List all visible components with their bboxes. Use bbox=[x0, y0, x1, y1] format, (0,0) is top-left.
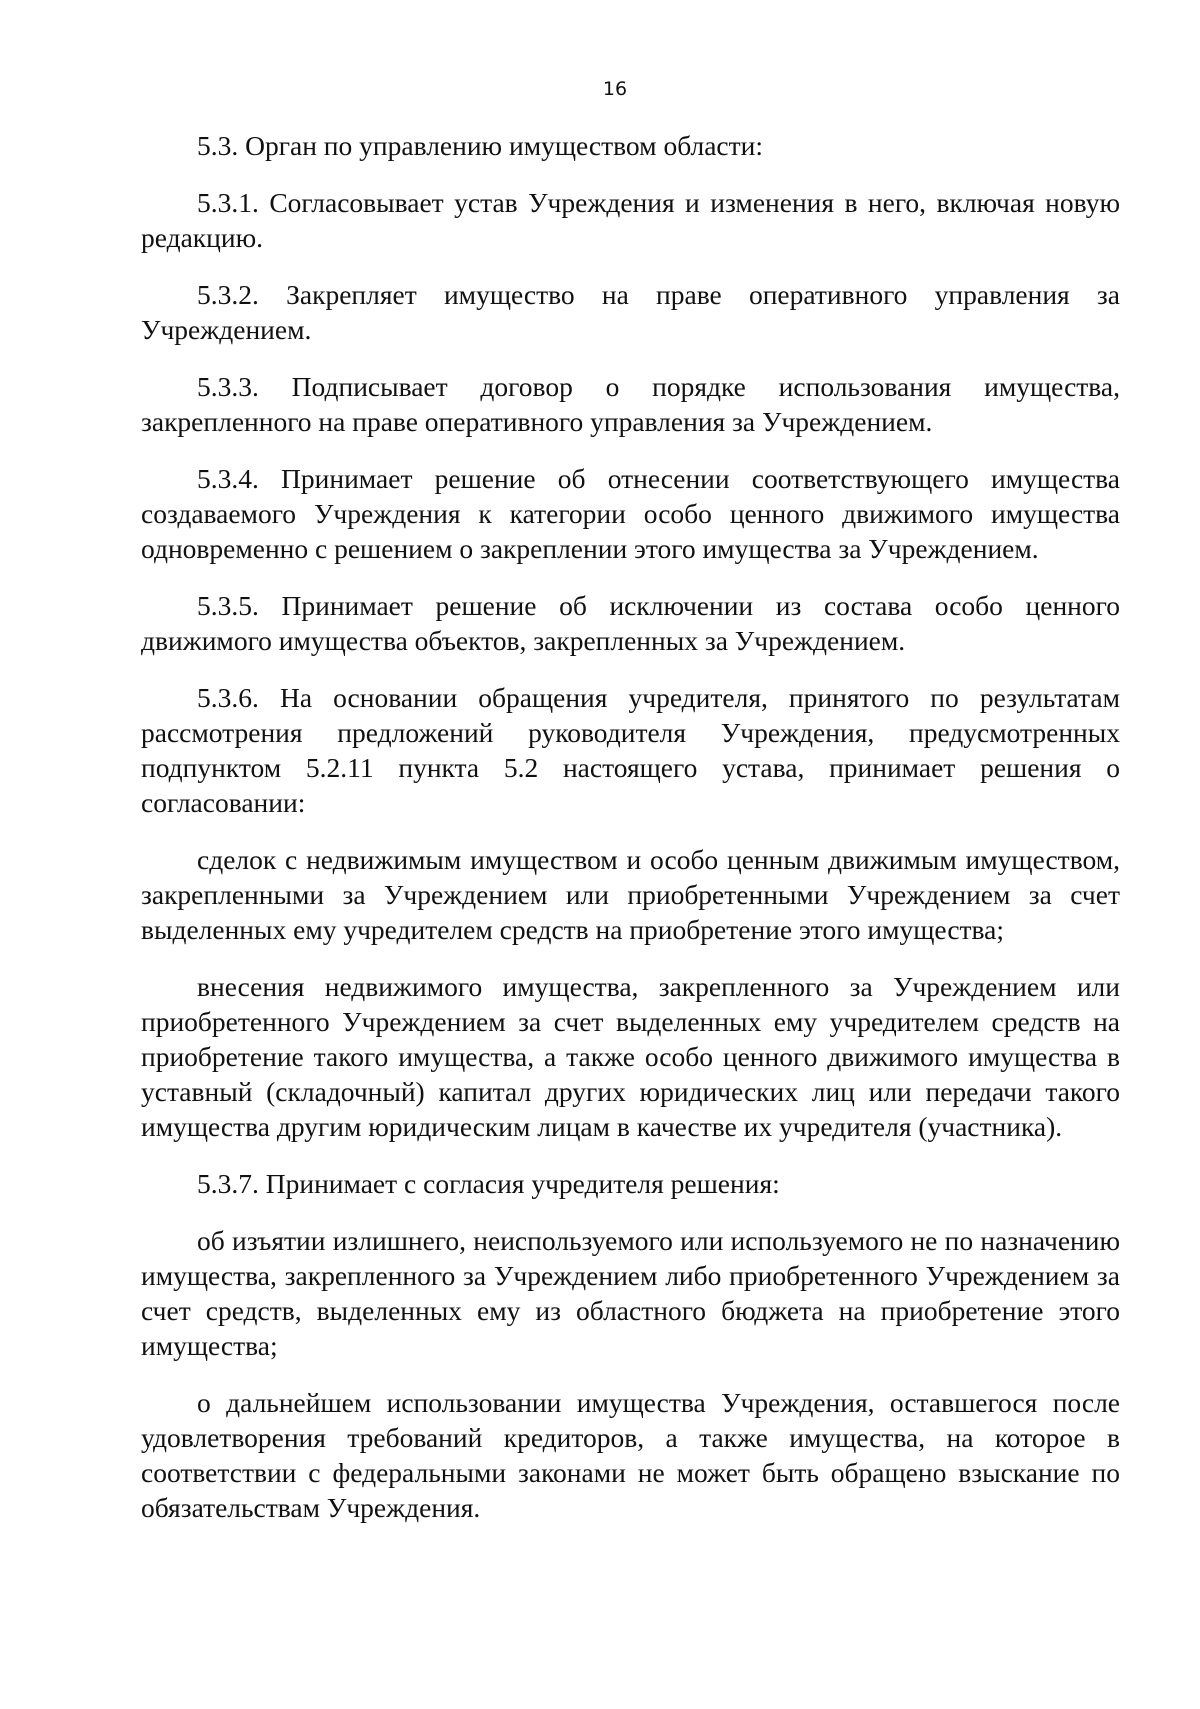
paragraph-5-3-7-further-use: о дальнейшем использовании имущества Учреждения, оставшегося после удовлетворения требований кредиторов, а также имущества, на которое в соответствии с федеральными законами не может быть обращено взыскание по обязательствам Учреждения. bbox=[141, 1387, 1120, 1523]
paragraph-5-3-5: 5.3.5. Принимает решение об исключении из состава особо ценного движимого имущества объектов, закрепленных за Учреждением. bbox=[141, 590, 1120, 656]
paragraph-5-3-2: 5.3.2. Закрепляет имущество на праве оперативного управления за Учреждением. bbox=[141, 279, 1120, 345]
paragraph-5-3-7: 5.3.7. Принимает с согласия учредителя решения: bbox=[197, 1168, 780, 1199]
paragraph-5-3-4: 5.3.4. Принимает решение об отнесении соответствующего имущества создаваемого Учреждения к категории особо ценного движимого имущества одновременно с решением о закреплении этого имущества за Учреждением. bbox=[141, 463, 1120, 564]
paragraph-5-3: 5.3. Орган по управлению имуществом области: bbox=[197, 130, 764, 161]
page-number: 16 bbox=[602, 78, 628, 100]
paragraph-5-3-3: 5.3.3. Подписывает договор о порядке использования имущества, закрепленного на праве оперативного управления за Учреждением. bbox=[141, 371, 1120, 437]
paragraph-5-3-1: 5.3.1. Согласовывает устав Учреждения и изменения в него, включая новую редакцию. bbox=[141, 187, 1120, 253]
paragraph-5-3-6: 5.3.6. На основании обращения учредителя, принятого по результатам рассмотрения предложений руководителя Учреждения, предусмотренных подпунктом 5.2.11 пункта 5.2 настоящего устава, принимает решения о согласовании: bbox=[141, 682, 1120, 818]
paragraph-5-3-7-withdrawal: об изъятии излишнего, неиспользуемого или используемого не по назначению имущества, закрепленного за Учреждением либо приобретенного Учреждением за счет средств, выделенных ему из областного бюджета на приобретение этого имущества; bbox=[141, 1225, 1120, 1361]
paragraph-5-3-6-contribution: внесения недвижимого имущества, закрепленного за Учреждением или приобретенного Учреждением за счет выделенных ему учредителем средств на приобретение такого имущества, а также особо ценного движимого имущества в уставный (складочный) капитал других юридических лиц или передачи такого имущества другим юридическим лицам в качестве их учредителя (участника). bbox=[141, 971, 1120, 1142]
document-body bbox=[141, 128, 1120, 1525]
paragraph-5-3-6-transactions: сделок с недвижимым имуществом и особо ценным движимым имуществом, закрепленными за Учреждением или приобретенными Учреждением за счет выделенных ему учредителем средств на приобретение этого имущества; bbox=[141, 844, 1120, 945]
